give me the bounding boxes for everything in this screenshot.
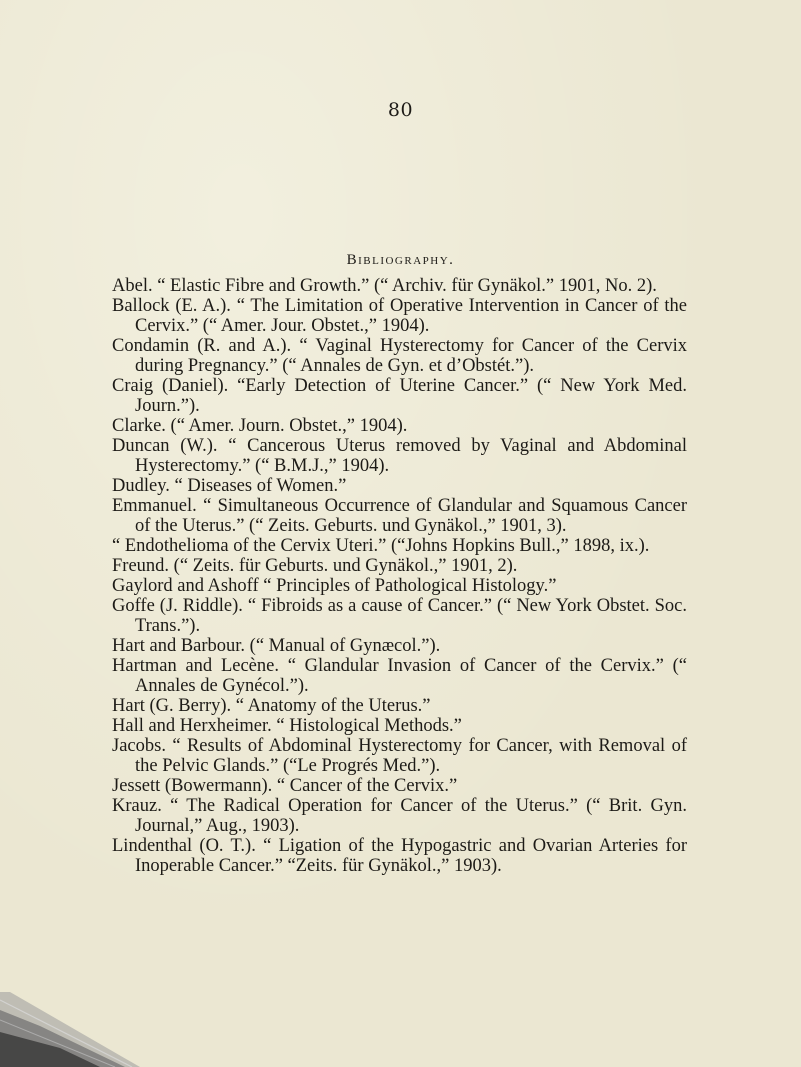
bibliography-entry: Lindenthal (O. T.). “ Ligation of the Hypogastric and Ovarian Arteries for Inoperable Cancer.” “Zeits. für Gynäkol.,” 1903). — [112, 836, 687, 876]
bibliography-entry: Jacobs. “ Results of Abdominal Hysterectomy for Cancer, with Removal of the Pelvic Glands.” (“Le Progrés Med.”). — [112, 736, 687, 776]
bibliography-entry: Craig (Daniel). “Early Detection of Uterine Cancer.” (“ New York Med. Journ.”). — [112, 376, 687, 416]
bibliography-entry: Krauz. “ The Radical Operation for Cancer of the Uterus.” (“ Brit. Gyn. Journal,” Aug., 1903). — [112, 796, 687, 836]
page-number: 80 — [387, 99, 414, 121]
bibliography-entry: Dudley. “ Diseases of Women.” — [112, 476, 347, 496]
bibliography-entry: Ballock (E. A.). “ The Limitation of Operative Intervention in Cancer of the Cervix.” (“ Amer. Jour. Obstet.,” 1904). — [112, 296, 687, 336]
bibliography-entry: Jessett (Bowermann). “ Cancer of the Cervix.” — [112, 776, 458, 796]
bibliography-entry: Hart (G. Berry). “ Anatomy of the Uterus.” — [112, 696, 431, 716]
bibliography-entry: Gaylord and Ashoff “ Principles of Pathological Histology.” — [112, 576, 557, 596]
bibliography-entry: Clarke. (“ Amer. Journ. Obstet.,” 1904). — [112, 416, 408, 436]
bibliography-entry: Condamin (R. and A.). “ Vaginal Hysterectomy for Cancer of the Cervix during Pregnancy.” (“ Annales de Gyn. et d’Obstét.”). — [112, 336, 687, 376]
bibliography-entry: Abel. “ Elastic Fibre and Growth.” (“ Archiv. für Gynäkol.” 1901, No. 2). — [112, 276, 657, 296]
bibliography-entry: Duncan (W.). “ Cancerous Uterus removed by Vaginal and Abdominal Hysterectomy.” (“ B.M.J.,” 1904). — [112, 436, 687, 476]
bibliography-entry: Hart and Barbour. (“ Manual of Gynæcol.”). — [112, 636, 441, 656]
bibliography-entry: Hartman and Lecène. “ Glandular Invasion of Cancer of the Cervix.” (“ Annales de Gynécol.”). — [112, 656, 687, 696]
bibliography-entry: Freund. (“ Zeits. für Geburts. und Gynäkol.,” 1901, 2). — [112, 556, 518, 576]
bibliography-entry: Hall and Herxheimer. “ Histological Methods.” — [112, 716, 462, 736]
bibliography-list — [112, 276, 687, 876]
page-corner-shadow — [0, 992, 140, 1067]
bibliography-entry: “ Endothelioma of the Cervix Uteri.” (“Johns Hopkins Bull.,” 1898, ix.). — [112, 536, 650, 556]
bibliography-entry: Goffe (J. Riddle). “ Fibroids as a cause of Cancer.” (“ New York Obstet. Soc. Trans.”). — [112, 596, 687, 636]
section-heading: Bibliography. — [346, 252, 455, 268]
bibliography-entry: Emmanuel. “ Simultaneous Occurrence of Glandular and Squamous Cancer of the Uterus.” (“ Zeits. Geburts. und Gynäkol.,” 1901, 3). — [112, 496, 687, 536]
